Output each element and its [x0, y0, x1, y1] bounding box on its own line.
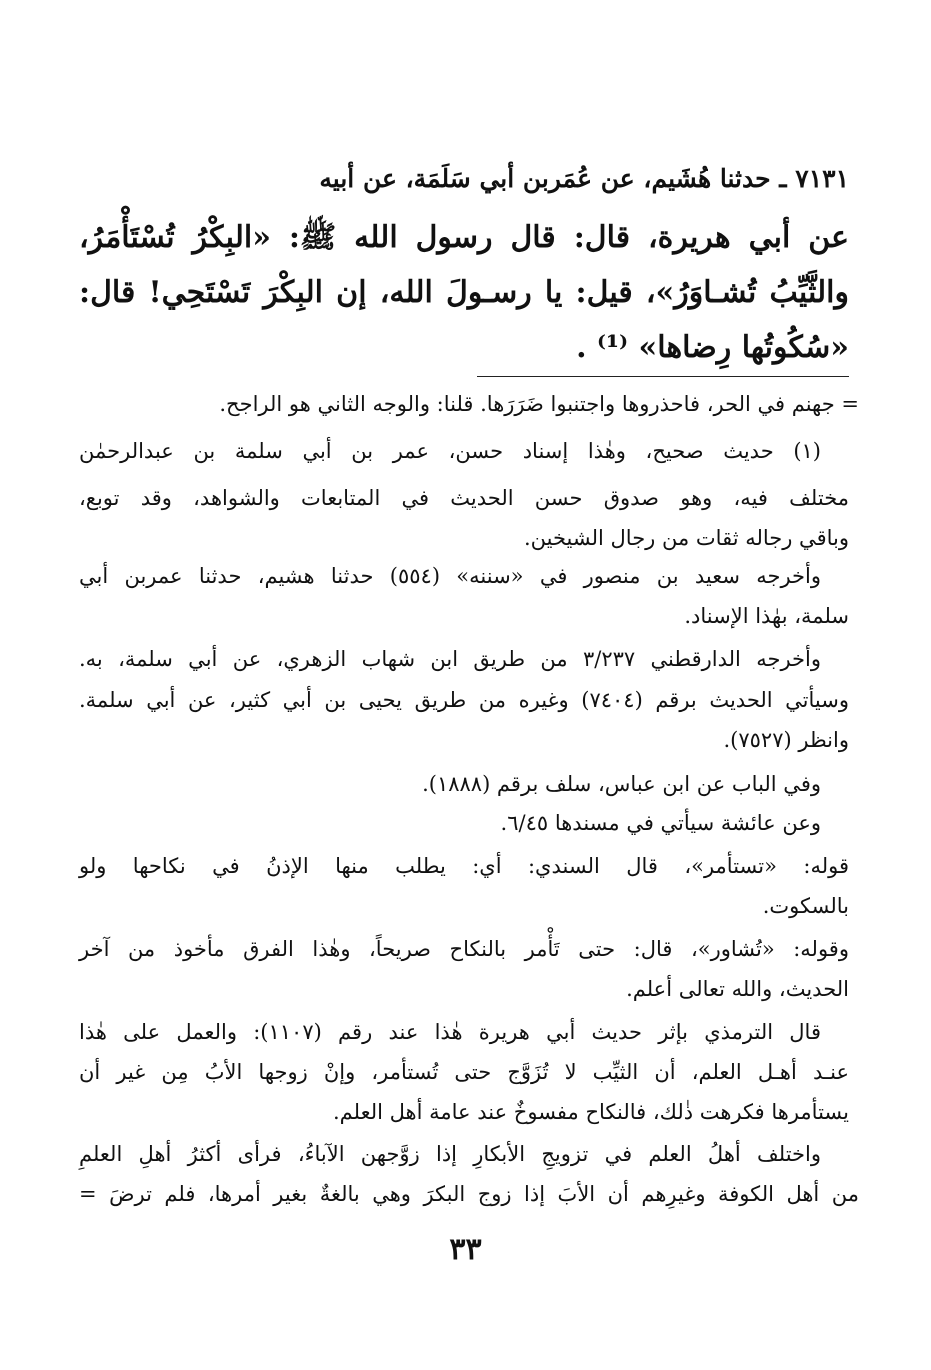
footnote-line: واختلف أهلُ العلم في تزويجِ الأبكارِ إذا زوَّجهن الآباءُ، فرأى أكثرُ أهلِ العلمِ: [79, 1142, 821, 1166]
footnote-line: مختلف فيه، وهو صدوق حسن الحديث في المتابعات والشواهد، وقد توبع،: [79, 486, 849, 510]
footnote-separator: [477, 376, 849, 377]
hadith-line-3: والثَّيِّبُ تُشـاوَرُ»، قيل: يا رسـولَ الله، إن البِكْرَ تَسْتَحِي! قال:: [79, 275, 849, 310]
footnote-line: (١) حديث صحيح، وهٰذا إسناد حسن، عمر بن أبي سلمة بن عبدالرحمٰن: [79, 439, 821, 463]
hadith-line-1: ٧١٣١ ـ حدثنا هُشَيم، عن عُمَربن أبي سَلَمَة، عن أبيه: [319, 164, 849, 193]
footnote-continuation-line: = جهنم في الحر، فاحذروها واجتنبوا ضَرَرَها. قلنا: والوجه الثاني هو الراجح.: [219, 392, 859, 416]
footnote-line: وفي الباب عن ابن عباس، سلف برقم (١٨٨٨).: [422, 772, 821, 796]
footnote-line: يستأمرها فكرهت ذٰلك، فالنكاح مفسوخٌ عند عامة أهل العلم.: [332, 1100, 849, 1124]
hadith-line-4: «سُكُوتُها رِضاها» ⁽¹⁾ .: [576, 330, 849, 365]
footnote-line: قال الترمذي بإثر حديث أبي هريرة هٰذا عند رقم (١١٠٧): والعمل على هٰذا: [79, 1020, 821, 1044]
footnote-line: بالسكوت.: [762, 894, 849, 918]
hadith-line-2: عن أبي هريرة، قال: قال رسول الله ﷺ: «البِكْرُ تُسْتَأْمَرُ،: [79, 220, 849, 255]
page-number: ٣٣: [449, 1232, 482, 1267]
footnote-line: وأخرجه الدارقطني ٣/٢٣٧ من طريق ابن شهاب الزهري، عن أبي سلمة، به.: [79, 647, 821, 671]
footnote-line: قوله: «تستأمر»، قال السندي: أي: يطلب منها الإذنُ في نكاحها ولو: [79, 854, 849, 878]
footnote-line: وأخرجه سعيد بن منصور في «سننه» (٥٥٤) حدثنا هشيم، حدثنا عمربن أبي: [79, 564, 821, 588]
footnote-line: عنـد أهـل العلم، أن الثيِّب لا تُزَوَّج حتى تُستأمر، وإنْ زوجها الأبُ مِن غير أن: [79, 1060, 849, 1084]
footnote-line: وباقي رجاله ثقات من رجال الشيخين.: [524, 526, 849, 550]
footnote-line: وعن عائشة سيأتي في مسندها ٦/٤٥.: [500, 811, 821, 835]
footnote-line: من أهل الكوفة وغيرِهم أن الأبَ إذا زوج البكرَ وهي بالغةٌ بغير أمرها، فلم ترضَ =: [79, 1182, 859, 1206]
footnote-line: سلمة، بهٰذا الإسناد.: [684, 604, 849, 628]
footnote-line: وسيأتي الحديث برقم (٧٤٠٤) وغيره من طريق يحيى بن أبي كثير، عن أبي سلمة.: [79, 688, 850, 712]
footnote-line: الحديث، والله تعالى أعلم.: [626, 977, 849, 1001]
footnote-line: وقوله: «تُشاور»، قال: حتى تَأْمر بالنكاح صريحاً، وهٰذا الفرق مأخوذ من آخر: [79, 937, 849, 961]
footnote-line: وانظر (٧٥٢٧).: [723, 728, 849, 752]
